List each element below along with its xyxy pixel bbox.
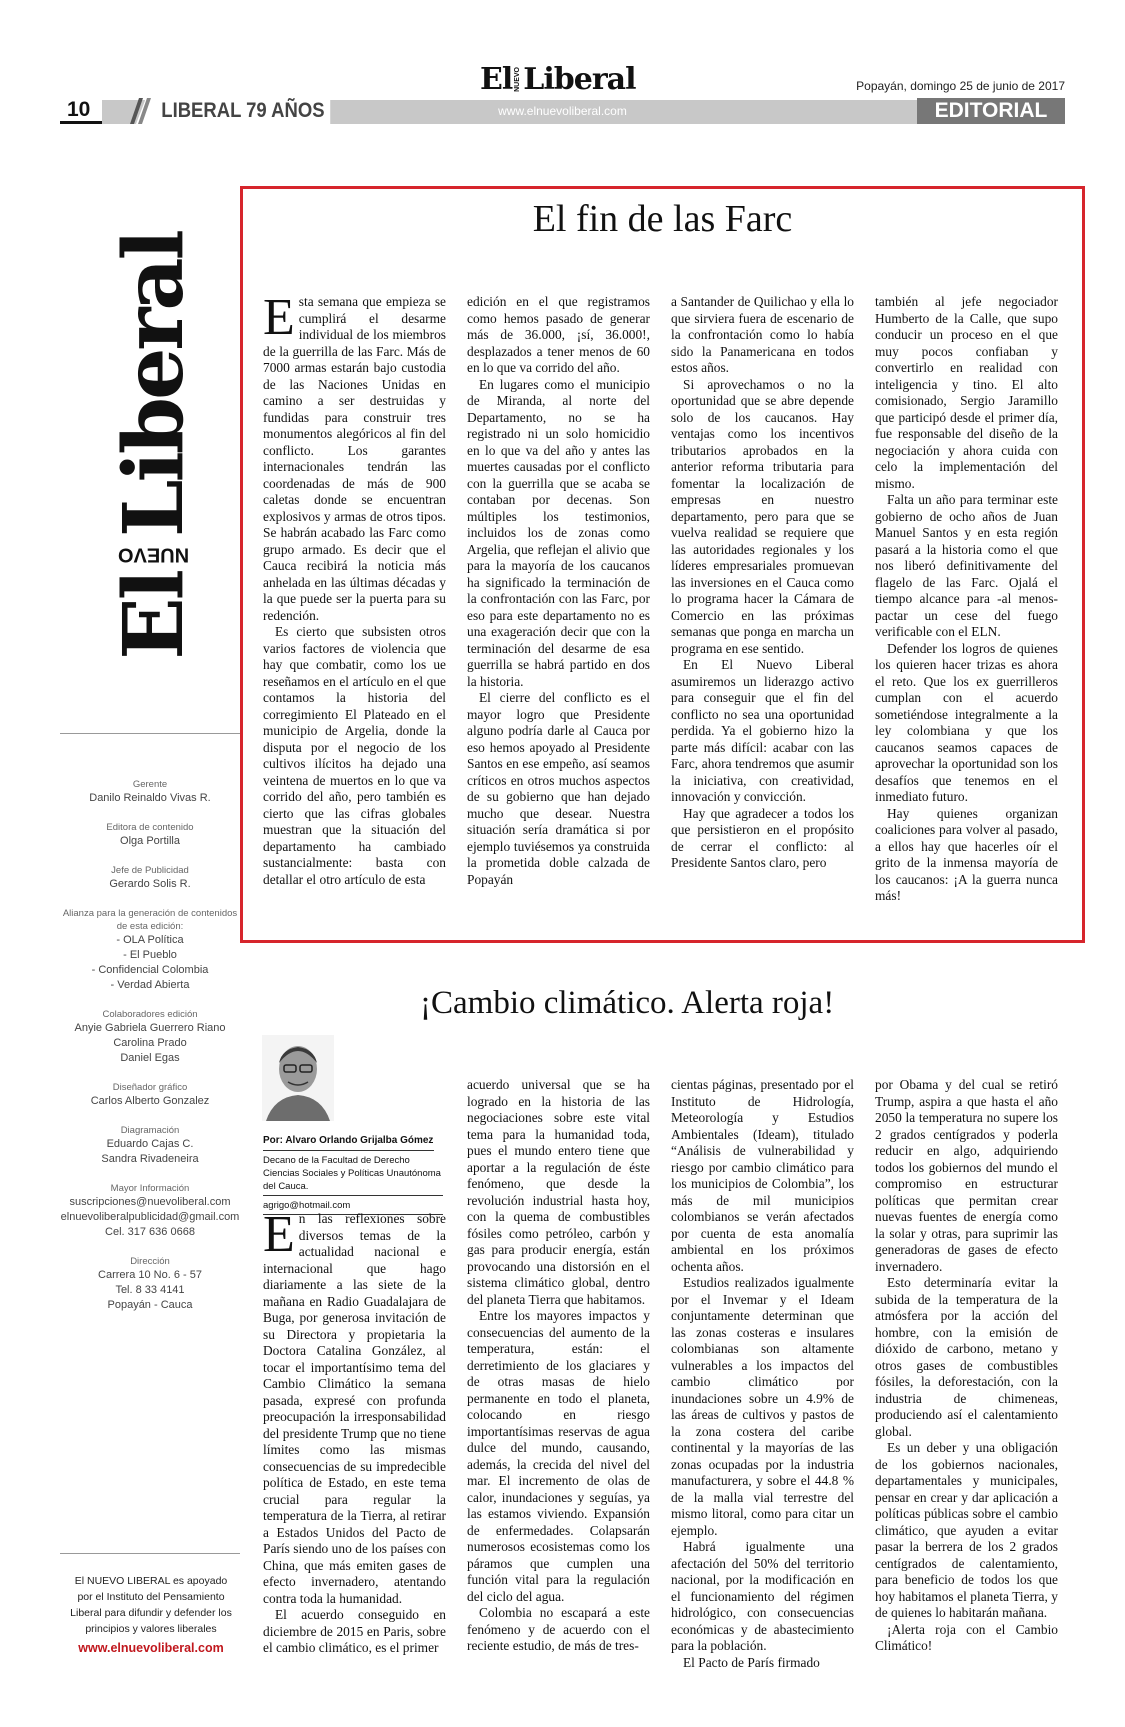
credit-role: Dirección — [130, 1256, 170, 1267]
author-portrait-icon — [262, 1035, 334, 1121]
paragraph: Es cierto que subsisten otros varios factores de violencia que hay que combatir, como los ue reseñamos en el artículo en el que contamos la historia del corregimiento El Plateado en el municipio de Argelia, donde la disputa por el negocio de los cultivos ilícitos ha dejado una veintena de muertos en lo que va corrido del año, pero también es cierto que las cifras globales muestran que la situación del departamento ha cambiado sustancialmente: basta con detallar el otro artículo de esta — [263, 624, 446, 887]
editorial-column — [467, 294, 650, 914]
credit-name: Daniel Egas — [120, 1052, 180, 1064]
credit-name: Carrera 10 No. 6 - 57 — [98, 1269, 202, 1281]
paragraph: Entre los mayores impactos y consecuencias del aumento de la temperatura, están: el derretimiento de los glaciares y de otras masas de hielo permanente en todo el planeta, colocando en riesgo importantísimas reservas de agua dulce del mundo, causando, además, la crecida del nivel del mar. El incremento de olas de calor, inundaciones y seguías, ya las estamos viviendo. Expansión de enfermedades. Colapsarán numerosos ecosistemas como los páramos que cumplen una función vital para la regulación del ciclo del agua. — [467, 1308, 650, 1604]
editorial-column — [671, 294, 854, 914]
paragraph: Falta un año para terminar este gobierno de ocho años de Juan Manuel Santos y en esta región pasará a la historia como el que nos liberó definitivamente del flagelo de las Farc. Ojalá el tiempo alcance para -al menos- pactar un cese del fuego verificable con el ELN. — [875, 492, 1058, 639]
paragraph: Defender los logros de quienes los quieren hacer trizas es ahora el reto. Que los ex guerrilleros cumplan con el acuerdo sometiéndose integralmente a la ley colombiana y que los caucanos seamos capaces de aprovechar la oportunidad son los desafíos que tenemos en el inmediato futuro. — [875, 640, 1058, 804]
staff-credits — [60, 778, 240, 1328]
credit-role: Colaboradores edición — [102, 1009, 198, 1020]
credit-name: Carlos Alberto Gonzalez — [90, 1095, 210, 1107]
credit-block — [60, 1124, 240, 1167]
paragraph: Estudios realizados igualmente por el Invemar y el Ideam conjuntamente determinan que las zonas costeras e insulares colombianas son altamente vulnerables a los impactos del cambio climático por inundaciones sobre un 4.9% de las áreas de cultivos y pastos de la zona costera del caribe continental y la mayorías de las zonas ocupadas por la industria manufacturera, y sobre el 44.8 % de la malla vial terrestre del mismo litoral, como para citar un ejemplo. — [671, 1275, 854, 1538]
paragraph: Si aprovechamos o no la oportunidad que se abre depende solo de los caucanos. Hay ventajas como los incentivos tributarios aprobados en la anterior reforma tributaria para fomentar la localización de empresas en nuestro departamento, pero para que se vuelva realidad se requiere que las autoridades regionales y los líderes empresariales promuevan las inversiones en el Cauca como lo programa hacer la Cámara de Comercio en las próximas semanas que ponga en marcha un programa en ese sentido. — [671, 376, 854, 656]
article-column — [467, 1077, 650, 1711]
credit-name: - Verdad Abierta — [110, 979, 190, 991]
author-photo — [262, 1035, 334, 1121]
credit-name[interactable]: suscripciones@nuevoliberal.com — [69, 1196, 231, 1208]
credit-block — [60, 821, 240, 849]
credit-name: - Confidencial Colombia — [91, 964, 209, 976]
credit-role: Gerente — [132, 779, 168, 790]
credit-name: Gerardo Solis R. — [109, 878, 191, 890]
credit-name: Eduardo Cajas C. — [106, 1138, 194, 1150]
credit-block — [60, 1008, 240, 1066]
editorial-box — [240, 186, 1085, 943]
paragraph: Colombia no escapará a este fenómeno y de acuerdo con el reciente estudio, de más de tres- — [467, 1605, 650, 1653]
credit-name[interactable]: elnuevoliberalpublicidad@gmail.com — [60, 1211, 240, 1223]
header-bar — [60, 98, 1065, 124]
credit-role: Editora de contenido — [106, 822, 194, 833]
credit-name: Anyie Gabriela Guerrero Riano — [74, 1022, 226, 1034]
credit-role: Mayor Información — [110, 1183, 190, 1194]
paragraph: Habrá igualmente una afectación del 50% del territorio nacional, por la modificación en el funcionamiento del régimen hidrológico, con consecuencias económicas y de abastecimiento para la población. — [671, 1539, 854, 1653]
masthead-el: El — [480, 61, 513, 97]
paragraph — [263, 1211, 446, 1607]
vertical-logo-liberal: Liberal — [106, 232, 202, 538]
editorial-title: El fin de las Farc — [532, 198, 793, 240]
website-url[interactable]: www.elnuevoliberal.com — [498, 104, 627, 118]
credit-name: - El Pueblo — [123, 949, 177, 961]
paragraph — [263, 294, 446, 624]
paragraph: ¡Alerta roja con el Cambio Climático! — [875, 1621, 1058, 1653]
category-tab: EDITORIAL — [917, 98, 1065, 124]
paragraph: acuerdo universal que se ha logrado en la historia de las negociaciones sobre este vital tema para la humanidad toda, pues el mundo entero tiene que aportar a la regulación de éste fenómeno, que desde la revolución industrial hasta hoy, con la quema de combustibles fósiles como petróleo, carbón y gas para producir energía, están provocando una distorsión en el sistema climático global, dentro del planeta Tierra que habitamos. — [467, 1077, 650, 1307]
paragraph: Esto determinaría evitar la subida de la temperatura de la atmósfera por la acción del hombre, con la emisión de dióxido de carbono, metano y otros gases de combustibles fósiles, la deforestación, con la industria de chimeneas, produciendo así el calentamiento global. — [875, 1275, 1058, 1439]
paragraph: edición en el que registramos como hemos pasado de generar más de 36.000, ¡sí, 36.000!, desplazados a tener menos de 60 en lo que va corrido del año. — [467, 294, 650, 375]
article-column — [263, 1211, 446, 1711]
support-notice: El NUEVO LIBERAL es apoyado por el Instituto del Pensamiento Liberal para difundir y defender los principios y valores liberales — [70, 1575, 232, 1635]
masthead-logo — [480, 60, 650, 98]
credit-name: Carolina Prado — [113, 1037, 187, 1049]
editorial-column — [263, 294, 446, 914]
paragraph: por Obama y del cual se retiró Trump, aspira a que hasta el año 2050 la temperatura no supere los 2 grados centígrados y poderla reducir en algo, adquiriendo todos los gobiernos del mundo el compromiso en estructurar políticas que permitan crear nuevas fuentes de energía como la solar y otras, para suprimir las generadoras de gases de efecto invernadero. — [875, 1077, 1058, 1274]
masthead-liberal: Liberal — [523, 61, 636, 97]
sidebar-divider — [60, 1553, 240, 1554]
paragraph: Hay quienes organizan coaliciones para volver al pasado, a ellos hay que hacerles oír el grito de la inmensa mayoría de los caucanos: ¡A la guerra nunca más! — [875, 805, 1058, 903]
credit-block — [60, 1182, 240, 1240]
paragraph: cientas páginas, presentado por el Instituto de Hidrología, Meteorología y Estudios Ambientales (Ideam), titulado “Análisis de vulnerabilidad y riesgo por cambio climático para los municipios de Colombia”, los más de mil municipios colombianos se verán afectados por cuenta de esta anomalía ambiental en los próximos ochenta años. — [671, 1077, 854, 1274]
article-column — [875, 1077, 1058, 1711]
paragraph: El cierre del conflicto es el mayor logro que Presidente alguno podría darle al Cauca por eso hemos apoyado al Presidente Santos en ese empeño, así seamos críticos en otros muchos aspectos de su gobierno que han dejado mucho que desear. Nuestra situación sería dramática si por ejemplo tuviésemos ya construida la prometida doble calzada de Popayán — [467, 690, 650, 887]
credit-name: Tel. 8 33 4141 — [115, 1284, 185, 1296]
credit-name: Sandra Rivadeneira — [101, 1153, 199, 1165]
paragraph: El Pacto de París firmado — [683, 1654, 820, 1670]
paragraph: Es un deber y una obligación de los gobiernos nacionales, departamentales y municipales, pensar en crear y dar aplicación a políticas públicas sobre el cambio climático, que ayuden a evitar pasar la berrera de los 2 grados centígrados de calentamiento, para beneficio de todos los que hoy habitamos el planeta Tierra, y de quienes lo habitarán mañana. — [875, 1440, 1058, 1620]
paragraph: Hay que agradecer a todos los que persistieron en el propósito de cerrar el conflicto: al Presidente Santos claro, pero — [671, 805, 854, 870]
author-name: Por: Alvaro Orlando Grijalba Gómez — [263, 1132, 434, 1151]
credit-role: Diagramación — [120, 1125, 180, 1136]
author-byline — [263, 1132, 443, 1215]
drop-cap: E — [263, 1211, 295, 1263]
paragraph-text: n las reflexiones sobre diversos temas de la actualidad nacional e internacional que hago diariamente a las siete de la mañana en Radio Guadalajara de Buga, por generosa invitación de su Directora y propietaria la Doctora Catalina González, al tocar el importantísimo tema del Cambio Climático la semana pasada, expresé con profunda preocupación la irresponsabilidad del presidente Trump que no tiene límites como las mismas consecuencias de su impredecible política de Estado, en este tema crucial para regular la temperatura de la Tierra, al retirar a Estados Unidos del Pacto de París siendo uno de los países con China, que más emiten gases de efecto invernadero, atentando contra toda la humanidad. — [263, 1211, 446, 1606]
credit-block — [60, 1255, 240, 1313]
drop-cap: E — [263, 294, 295, 346]
vertical-logo-el: El — [106, 572, 202, 660]
credit-block — [60, 864, 240, 892]
credit-block — [60, 1081, 240, 1109]
paragraph: a Santander de Quilichao y ella lo que sirviera fuera de escenario de la confrontación como lo había sido la Panamericana en todos estos años. — [671, 294, 854, 375]
paragraph: En El Nuevo Liberal asumiremos un liderazgo activo para conseguir que el fin del conflicto no sea una oportunidad perdida. Ya el gobierno hizo la parte más difícil: acabar con las Farc, ahora tendremos que asumir la iniciativa, con creatividad, innovación y convicción. — [671, 657, 854, 804]
footer-website-link[interactable]: www.elnuevoliberal.com — [78, 1641, 224, 1655]
credit-name: Olga Portilla — [120, 835, 180, 847]
author-description: Decano de la Facultad de Derecho Ciencias Sociales y Políticas Unautónoma del Cauca. — [263, 1154, 443, 1196]
author-email[interactable]: agrigo@hotmail.com — [263, 1199, 443, 1215]
article-column — [671, 1077, 854, 1711]
issue-date: Popayán, domingo 25 de junio de 2017 — [856, 79, 1065, 93]
sidebar-divider — [60, 733, 240, 734]
credit-name: Popayán - Cauca — [107, 1299, 193, 1311]
credit-role: Alianza para la generación de contenidos de esta edición: — [62, 908, 238, 932]
paragraph-text: sta semana que empieza se cumplirá el desarme individual de los miembros de la guerrilla de las Farc. Más de 7000 armas estarán bajo custodia de las Naciones Unidas en camino a ser destruidas y fundidas para construir tres monumentos alegóricos al fin del conflicto. Los garantes internacionales tendrán las coordenadas de más de 900 caletas donde se encuentran explosivos y armas de otros tipos. Se habrán acabado las Farc como grupo armado. Es decir que el Cauca recibirá la noticia más anhelada en las últimas décadas y la que puede ser la puerta para su redención. — [263, 294, 446, 623]
editorial-column — [875, 294, 1058, 914]
credit-role: Jefe de Publicidad — [111, 865, 189, 876]
credit-name: Cel. 317 636 0668 — [105, 1226, 195, 1238]
article-title: ¡Cambio climático. Alerta roja! — [420, 985, 835, 1021]
credit-block — [60, 907, 240, 993]
paragraph: El acuerdo conseguido en diciembre de 2015 en Paris, sobre el cambio climático, es el primer — [263, 1607, 446, 1655]
masthead-nuevo: NUEVO — [514, 66, 522, 92]
credit-block — [60, 778, 240, 806]
credit-role: Diseñador gráfico — [112, 1082, 188, 1093]
page-number: 10 — [60, 98, 102, 124]
section-label: LIBERAL 79 AÑOS — [156, 98, 330, 124]
paragraph: también al jefe negociador Humberto de la Calle, que supo conducir un proceso en el que muy pocos confiaban y convertirlo en realidad con inteligencia y tino. El alto comisionado, Sergio Jaramillo que participó desde el primer día, fue responsable del diseño de la negociación y ahora cuida con celo la implementación del mismo. — [875, 294, 1058, 491]
credit-name: - OLA Política — [116, 934, 184, 946]
vertical-logo-nuevo: NUEVO — [118, 544, 190, 567]
vertical-logo — [104, 186, 204, 706]
credit-name: Danilo Reinaldo Vivas R. — [89, 792, 211, 804]
paragraph: En lugares como el municipio de Miranda, al norte del Departamento, no se ha registrado ni un solo homicidio en lo que va del año y antes las muertes causadas por el conflicto con la guerrilla que se acaba se contaban por decenas. Son múltiples los testimonios, incluidos los de zonas como Argelia, que reflejan el alivio que para la mayoría de los caucanos ha significado la terminación de la confrontación con las Farc, por eso para este departamento no es una exageración decir que con la terminación del desarme de esa guerrilla se habrá partido en dos la historia. — [467, 376, 650, 689]
